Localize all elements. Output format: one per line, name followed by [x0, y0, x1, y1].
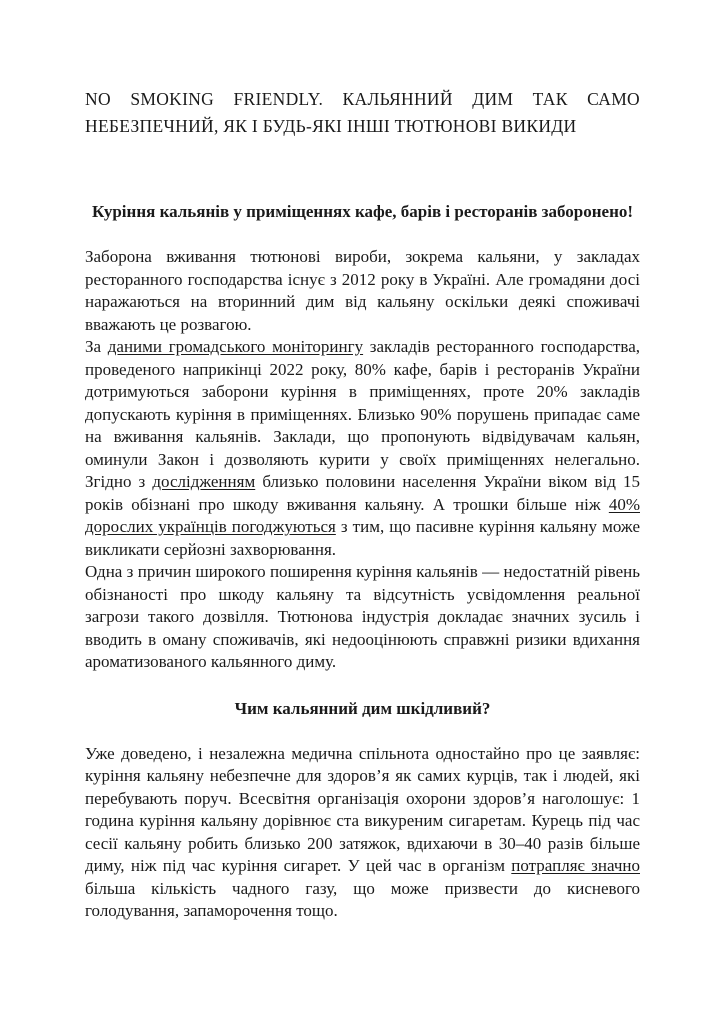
section-heading: Куріння кальянів у приміщеннях кафе, барів і ресторанів заборонено! [91, 202, 634, 221]
paragraph-text: За [85, 337, 108, 356]
document-title: NO SMOKING FRIENDLY. КАЛЬЯННИЙ ДИМ ТАК САМО НЕБЕЗПЕЧНИЙ, ЯК І БУДЬ-ЯКІ ІНШІ ТЮТЮНОВІ ВИКИДИ [85, 89, 640, 136]
paragraph [85, 561, 640, 674]
document-body [85, 201, 640, 923]
paragraph [85, 246, 640, 336]
text-link[interactable]: дослідженням [152, 472, 256, 491]
section-heading: Чим кальянний дим шкідливий? [234, 698, 491, 718]
paragraph-text: Уже доведено, і незалежна медична спільнота одностайно про це заявляє: куріння кальяну небезпечне для здоров’я як самих курців, так і людей, які перебувають поруч. Всесвітня організація охорони здоров’я наголошує: 1 година куріння кальяну дорівнює ста викуреним сигаретам. Курець під час сесії кальяну робить близько 200 затяжок, вдихаючи в 30–40 разів більше диму, ніж під час куріння сигарет. У цей час в організм [85, 743, 640, 875]
paragraph-text: більша кількість чадного газу, що може призвести до кисневого голодування, запаморочення тощо. [85, 878, 640, 920]
paragraph [85, 743, 640, 923]
paragraph [85, 336, 640, 561]
paragraph-text: Заборона вживання тютюнові вироби, зокрема кальяни, у закладах ресторанного господарства існує з 2012 року в Україні. Але громадяни досі наражаються на вторинний дим від кальяну оскільки деякі споживачі вважають це розвагою. [85, 247, 640, 334]
paragraph-text: з тим, що пасивне куріння кальяну може викликати серйозні захворювання. [85, 517, 641, 559]
paragraph-text: близько половини населення України віком від 15 років обізнані про шкоду вживання кальяну. А трошки більше ніж [85, 472, 641, 514]
text-link[interactable]: 40% дорослих українців погоджуються [85, 494, 640, 536]
text-link[interactable]: потрапляє значно [511, 856, 640, 875]
paragraph-text: Одна з причин широкого поширення куріння кальянів — недостатній рівень обізнаності про шкоду кальяну та відсутність усвідомлення реальної загрози такого дозвілля. Тютюнова індустрія докладає значних зусиль і вводить в оману споживачів, які недооцінюють справжні ризики вдихання ароматизованого кальянного диму. [85, 562, 640, 671]
paragraph-text: закладів ресторанного господарства, проведеного наприкінці 2022 року, 80% кафе, барів і ресторанів України дотримуються заборони куріння в приміщеннях, проте 20% закладів допускають куріння в приміщеннях. Близько 90% порушень припадає саме на вживання кальянів. Заклади, що пропонують відвідувачам кальян, оминули Закон і дозволяють курити у своїх приміщеннях нелегально. Згідно з [85, 337, 640, 491]
text-link[interactable]: даними громадського моніторингу [107, 337, 364, 356]
